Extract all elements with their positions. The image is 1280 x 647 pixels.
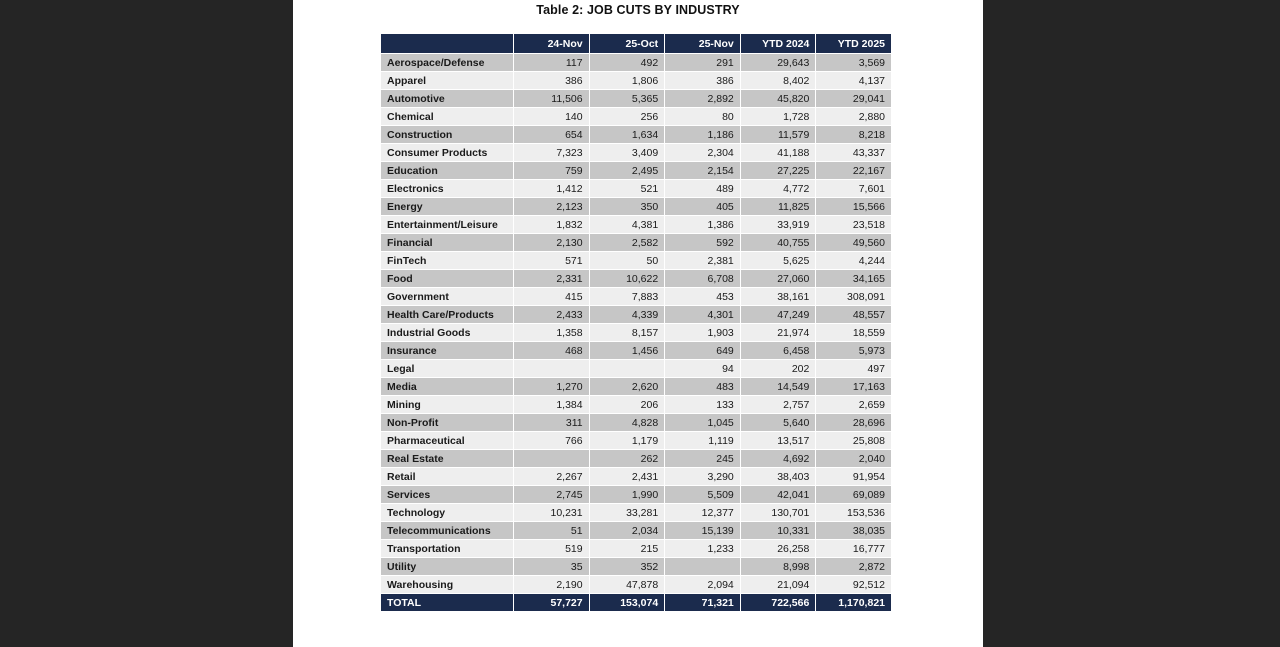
cell-ytd-2025: 15,566 bbox=[816, 198, 891, 215]
cell-ytd-2025: 153,536 bbox=[816, 504, 891, 521]
cell-25-oct: 1,806 bbox=[590, 72, 665, 89]
cell-ytd-2024: 47,249 bbox=[741, 306, 816, 323]
industry-label: Financial bbox=[381, 234, 513, 251]
cell-25-oct: 10,622 bbox=[590, 270, 665, 287]
cell-24-nov: 11,506 bbox=[514, 90, 589, 107]
cell-24-nov: 2,745 bbox=[514, 486, 589, 503]
industry-label: Pharmaceutical bbox=[381, 432, 513, 449]
cell-ytd-2024: 11,579 bbox=[741, 126, 816, 143]
cell-24-nov: 311 bbox=[514, 414, 589, 431]
table-row bbox=[381, 180, 891, 197]
cell-25-nov: 592 bbox=[665, 234, 740, 251]
table-row bbox=[381, 234, 891, 251]
cell-ytd-2025: 2,659 bbox=[816, 396, 891, 413]
cell-25-oct: 2,431 bbox=[590, 468, 665, 485]
cell-ytd-2025: 308,091 bbox=[816, 288, 891, 305]
cell-ytd-2024: 10,331 bbox=[741, 522, 816, 539]
industry-label: Telecommunications bbox=[381, 522, 513, 539]
table-row bbox=[381, 108, 891, 125]
cell-24-nov: 654 bbox=[514, 126, 589, 143]
cell-ytd-2024: 8,998 bbox=[741, 558, 816, 575]
cell-24-nov: 140 bbox=[514, 108, 589, 125]
cell-ytd-2025: 34,165 bbox=[816, 270, 891, 287]
industry-label: Government bbox=[381, 288, 513, 305]
cell-25-oct: 215 bbox=[590, 540, 665, 557]
table-row bbox=[381, 270, 891, 287]
table-row bbox=[381, 468, 891, 485]
cell-25-nov: 133 bbox=[665, 396, 740, 413]
cell-25-oct: 2,582 bbox=[590, 234, 665, 251]
cell-ytd-2025: 7,601 bbox=[816, 180, 891, 197]
cell-25-oct: 8,157 bbox=[590, 324, 665, 341]
cell-24-nov: 2,130 bbox=[514, 234, 589, 251]
total-label: TOTAL bbox=[381, 594, 513, 611]
cell-24-nov: 117 bbox=[514, 54, 589, 71]
column-header-ytd-2024: YTD 2024 bbox=[741, 34, 816, 53]
table-row bbox=[381, 576, 891, 593]
industry-label: Mining bbox=[381, 396, 513, 413]
cell-ytd-2024: 33,919 bbox=[741, 216, 816, 233]
column-header-25-oct: 25-Oct bbox=[590, 34, 665, 53]
cell-ytd-2025: 2,880 bbox=[816, 108, 891, 125]
cell-ytd-2024: 5,625 bbox=[741, 252, 816, 269]
column-header-ytd-2025: YTD 2025 bbox=[816, 34, 891, 53]
cell-ytd-2024: 29,643 bbox=[741, 54, 816, 71]
cell-ytd-2025: 3,569 bbox=[816, 54, 891, 71]
cell-24-nov: 519 bbox=[514, 540, 589, 557]
industry-label: Apparel bbox=[381, 72, 513, 89]
industry-label: Legal bbox=[381, 360, 513, 377]
cell-25-oct: 50 bbox=[590, 252, 665, 269]
cell-ytd-2024: 21,974 bbox=[741, 324, 816, 341]
cell-25-nov: 6,708 bbox=[665, 270, 740, 287]
cell-ytd-2024: 8,402 bbox=[741, 72, 816, 89]
cell-25-oct: 206 bbox=[590, 396, 665, 413]
cell-25-nov: 2,304 bbox=[665, 144, 740, 161]
cell-25-nov: 5,509 bbox=[665, 486, 740, 503]
cell-ytd-2024: 41,188 bbox=[741, 144, 816, 161]
table-row bbox=[381, 378, 891, 395]
table-body bbox=[381, 54, 891, 593]
cell-24-nov: 2,123 bbox=[514, 198, 589, 215]
cell-24-nov: 51 bbox=[514, 522, 589, 539]
industry-label: Food bbox=[381, 270, 513, 287]
cell-ytd-2024: 13,517 bbox=[741, 432, 816, 449]
cell-ytd-2024: 1,728 bbox=[741, 108, 816, 125]
cell-ytd-2025: 38,035 bbox=[816, 522, 891, 539]
industry-label: Technology bbox=[381, 504, 513, 521]
cell-25-nov: 453 bbox=[665, 288, 740, 305]
column-header-24-nov: 24-Nov bbox=[514, 34, 589, 53]
table-row bbox=[381, 54, 891, 71]
cell-25-oct: 47,878 bbox=[590, 576, 665, 593]
table-row bbox=[381, 360, 891, 377]
cell-ytd-2024: 202 bbox=[741, 360, 816, 377]
cell-ytd-2025: 2,872 bbox=[816, 558, 891, 575]
cell-ytd-2024: 5,640 bbox=[741, 414, 816, 431]
industry-label: Utility bbox=[381, 558, 513, 575]
table-row bbox=[381, 72, 891, 89]
industry-label: Entertainment/Leisure bbox=[381, 216, 513, 233]
cell-25-oct: 1,634 bbox=[590, 126, 665, 143]
cell-ytd-2025: 17,163 bbox=[816, 378, 891, 395]
table-row bbox=[381, 396, 891, 413]
table-row bbox=[381, 126, 891, 143]
cell-25-nov: 649 bbox=[665, 342, 740, 359]
cell-25-oct bbox=[590, 360, 665, 377]
cell-25-oct: 33,281 bbox=[590, 504, 665, 521]
table-row bbox=[381, 324, 891, 341]
cell-25-oct: 352 bbox=[590, 558, 665, 575]
cell-24-nov: 571 bbox=[514, 252, 589, 269]
cell-25-oct: 1,990 bbox=[590, 486, 665, 503]
cell-25-nov: 80 bbox=[665, 108, 740, 125]
cell-25-oct: 5,365 bbox=[590, 90, 665, 107]
table-row bbox=[381, 540, 891, 557]
cell-24-nov: 2,331 bbox=[514, 270, 589, 287]
cell-25-nov: 245 bbox=[665, 450, 740, 467]
cell-25-nov: 94 bbox=[665, 360, 740, 377]
cell-24-nov bbox=[514, 450, 589, 467]
cell-25-nov bbox=[665, 558, 740, 575]
cell-ytd-2025: 2,040 bbox=[816, 450, 891, 467]
cell-25-nov: 1,045 bbox=[665, 414, 740, 431]
table-row bbox=[381, 450, 891, 467]
table-row bbox=[381, 432, 891, 449]
total-24-nov: 57,727 bbox=[514, 594, 589, 611]
cell-25-nov: 1,119 bbox=[665, 432, 740, 449]
cell-25-oct: 521 bbox=[590, 180, 665, 197]
cell-25-nov: 489 bbox=[665, 180, 740, 197]
cell-25-nov: 2,381 bbox=[665, 252, 740, 269]
table-row bbox=[381, 144, 891, 161]
cell-25-nov: 4,301 bbox=[665, 306, 740, 323]
cell-ytd-2024: 2,757 bbox=[741, 396, 816, 413]
cell-25-nov: 3,290 bbox=[665, 468, 740, 485]
cell-ytd-2025: 4,244 bbox=[816, 252, 891, 269]
industry-label: Media bbox=[381, 378, 513, 395]
table-header bbox=[381, 34, 891, 53]
industry-label: Insurance bbox=[381, 342, 513, 359]
cell-ytd-2025: 22,167 bbox=[816, 162, 891, 179]
cell-ytd-2024: 4,692 bbox=[741, 450, 816, 467]
cell-25-nov: 15,139 bbox=[665, 522, 740, 539]
cell-ytd-2025: 48,557 bbox=[816, 306, 891, 323]
industry-label: Transportation bbox=[381, 540, 513, 557]
table-row bbox=[381, 342, 891, 359]
cell-24-nov: 1,270 bbox=[514, 378, 589, 395]
cell-24-nov: 1,358 bbox=[514, 324, 589, 341]
cell-ytd-2024: 6,458 bbox=[741, 342, 816, 359]
industry-label: Electronics bbox=[381, 180, 513, 197]
industry-label: Automotive bbox=[381, 90, 513, 107]
cell-ytd-2024: 21,094 bbox=[741, 576, 816, 593]
cell-25-oct: 4,381 bbox=[590, 216, 665, 233]
cell-ytd-2025: 91,954 bbox=[816, 468, 891, 485]
table-row bbox=[381, 522, 891, 539]
cell-ytd-2025: 92,512 bbox=[816, 576, 891, 593]
table-footer bbox=[381, 594, 891, 611]
cell-24-nov: 1,412 bbox=[514, 180, 589, 197]
industry-label: Education bbox=[381, 162, 513, 179]
industry-label: Non-Profit bbox=[381, 414, 513, 431]
cell-25-nov: 1,386 bbox=[665, 216, 740, 233]
industry-label: Consumer Products bbox=[381, 144, 513, 161]
table-row bbox=[381, 288, 891, 305]
table-row bbox=[381, 252, 891, 269]
cell-ytd-2024: 45,820 bbox=[741, 90, 816, 107]
table-row bbox=[381, 486, 891, 503]
column-header-industry bbox=[381, 34, 513, 53]
cell-25-nov: 291 bbox=[665, 54, 740, 71]
table-header-row bbox=[381, 34, 891, 53]
cell-ytd-2024: 4,772 bbox=[741, 180, 816, 197]
cell-ytd-2024: 14,549 bbox=[741, 378, 816, 395]
cell-24-nov bbox=[514, 360, 589, 377]
cell-ytd-2025: 16,777 bbox=[816, 540, 891, 557]
cell-25-nov: 405 bbox=[665, 198, 740, 215]
cell-24-nov: 386 bbox=[514, 72, 589, 89]
cell-24-nov: 1,384 bbox=[514, 396, 589, 413]
industry-label: Real Estate bbox=[381, 450, 513, 467]
cell-25-oct: 7,883 bbox=[590, 288, 665, 305]
industry-label: Warehousing bbox=[381, 576, 513, 593]
cell-ytd-2024: 38,403 bbox=[741, 468, 816, 485]
cell-25-oct: 1,179 bbox=[590, 432, 665, 449]
cell-ytd-2025: 69,089 bbox=[816, 486, 891, 503]
industry-label: Health Care/Products bbox=[381, 306, 513, 323]
cell-24-nov: 2,190 bbox=[514, 576, 589, 593]
cell-ytd-2025: 4,137 bbox=[816, 72, 891, 89]
table-row bbox=[381, 504, 891, 521]
cell-25-nov: 1,186 bbox=[665, 126, 740, 143]
document-page bbox=[293, 0, 983, 647]
industry-label: Industrial Goods bbox=[381, 324, 513, 341]
total-25-oct: 153,074 bbox=[590, 594, 665, 611]
industry-label: Chemical bbox=[381, 108, 513, 125]
cell-24-nov: 766 bbox=[514, 432, 589, 449]
table-row bbox=[381, 414, 891, 431]
total-ytd-2024: 722,566 bbox=[741, 594, 816, 611]
industry-label: FinTech bbox=[381, 252, 513, 269]
table-row bbox=[381, 306, 891, 323]
cell-ytd-2024: 27,060 bbox=[741, 270, 816, 287]
industry-label: Services bbox=[381, 486, 513, 503]
cell-25-nov: 2,892 bbox=[665, 90, 740, 107]
cell-ytd-2025: 25,808 bbox=[816, 432, 891, 449]
job-cuts-table-container bbox=[380, 33, 892, 612]
cell-24-nov: 415 bbox=[514, 288, 589, 305]
cell-ytd-2025: 18,559 bbox=[816, 324, 891, 341]
cell-25-oct: 2,034 bbox=[590, 522, 665, 539]
cell-24-nov: 1,832 bbox=[514, 216, 589, 233]
cell-25-nov: 1,233 bbox=[665, 540, 740, 557]
cell-25-oct: 2,620 bbox=[590, 378, 665, 395]
cell-24-nov: 35 bbox=[514, 558, 589, 575]
cell-24-nov: 759 bbox=[514, 162, 589, 179]
cell-25-nov: 386 bbox=[665, 72, 740, 89]
cell-ytd-2025: 28,696 bbox=[816, 414, 891, 431]
industry-label: Retail bbox=[381, 468, 513, 485]
cell-25-oct: 2,495 bbox=[590, 162, 665, 179]
table-row bbox=[381, 198, 891, 215]
cell-ytd-2024: 130,701 bbox=[741, 504, 816, 521]
cell-24-nov: 10,231 bbox=[514, 504, 589, 521]
table-row bbox=[381, 558, 891, 575]
cell-25-nov: 12,377 bbox=[665, 504, 740, 521]
cell-ytd-2025: 43,337 bbox=[816, 144, 891, 161]
cell-25-oct: 1,456 bbox=[590, 342, 665, 359]
cell-ytd-2025: 8,218 bbox=[816, 126, 891, 143]
job-cuts-by-industry-table bbox=[380, 33, 892, 612]
table-row bbox=[381, 90, 891, 107]
cell-ytd-2024: 27,225 bbox=[741, 162, 816, 179]
cell-ytd-2025: 497 bbox=[816, 360, 891, 377]
cell-25-nov: 2,094 bbox=[665, 576, 740, 593]
cell-ytd-2024: 11,825 bbox=[741, 198, 816, 215]
cell-ytd-2025: 23,518 bbox=[816, 216, 891, 233]
cell-ytd-2024: 42,041 bbox=[741, 486, 816, 503]
cell-25-oct: 350 bbox=[590, 198, 665, 215]
industry-label: Energy bbox=[381, 198, 513, 215]
cell-25-nov: 1,903 bbox=[665, 324, 740, 341]
cell-25-oct: 3,409 bbox=[590, 144, 665, 161]
page-title: Table 2: JOB CUTS BY INDUSTRY bbox=[536, 3, 740, 17]
table-total-row bbox=[381, 594, 891, 611]
table-row bbox=[381, 162, 891, 179]
cell-25-oct: 4,339 bbox=[590, 306, 665, 323]
cell-25-oct: 256 bbox=[590, 108, 665, 125]
industry-label: Construction bbox=[381, 126, 513, 143]
total-25-nov: 71,321 bbox=[665, 594, 740, 611]
cell-ytd-2024: 38,161 bbox=[741, 288, 816, 305]
column-header-25-nov: 25-Nov bbox=[665, 34, 740, 53]
cell-ytd-2025: 5,973 bbox=[816, 342, 891, 359]
cell-ytd-2025: 29,041 bbox=[816, 90, 891, 107]
total-ytd-2025: 1,170,821 bbox=[816, 594, 891, 611]
cell-24-nov: 2,433 bbox=[514, 306, 589, 323]
cell-25-nov: 483 bbox=[665, 378, 740, 395]
cell-24-nov: 7,323 bbox=[514, 144, 589, 161]
cell-ytd-2024: 40,755 bbox=[741, 234, 816, 251]
cell-25-nov: 2,154 bbox=[665, 162, 740, 179]
cell-25-oct: 492 bbox=[590, 54, 665, 71]
industry-label: Aerospace/Defense bbox=[381, 54, 513, 71]
cell-25-oct: 4,828 bbox=[590, 414, 665, 431]
cell-25-oct: 262 bbox=[590, 450, 665, 467]
cell-ytd-2024: 26,258 bbox=[741, 540, 816, 557]
cell-ytd-2025: 49,560 bbox=[816, 234, 891, 251]
table-row bbox=[381, 216, 891, 233]
cell-24-nov: 468 bbox=[514, 342, 589, 359]
cell-24-nov: 2,267 bbox=[514, 468, 589, 485]
